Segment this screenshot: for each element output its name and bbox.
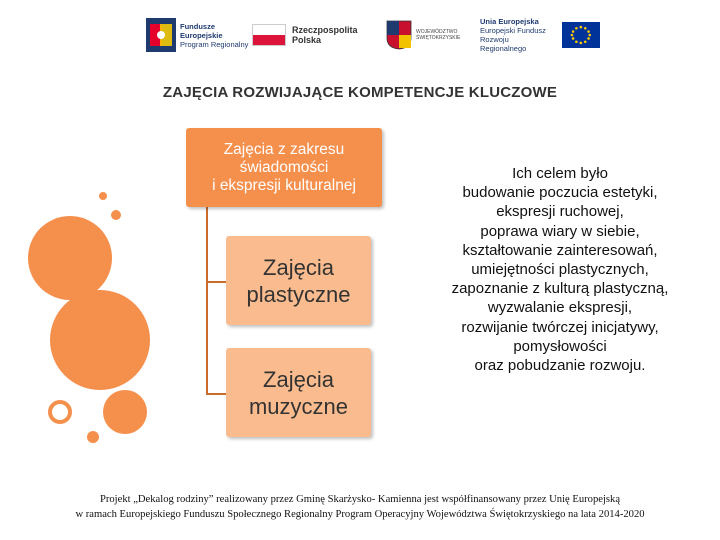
box-bot-line2: muzyczne xyxy=(248,393,349,419)
logos-bar xyxy=(140,14,600,56)
fundusze-line1: Fundusze xyxy=(180,21,215,31)
description-line: budowanie poczucia estetyki, xyxy=(462,184,658,202)
logo-fundusze-europejskie xyxy=(146,14,248,56)
box-bot-line1: Zajęcia xyxy=(263,366,334,392)
box-top-line2: świadomości xyxy=(239,158,329,176)
circle-large xyxy=(28,216,112,300)
wojewodztwo-text xyxy=(416,29,460,41)
box-cultural-awareness xyxy=(186,128,382,207)
description-line: zapoznanie z kulturą plastyczną, xyxy=(451,280,669,298)
description-line: oraz pobudzanie rozwoju. xyxy=(474,357,646,375)
eu-flag-icon xyxy=(562,22,600,48)
box-mid-line2: plastyczne xyxy=(246,281,351,307)
circle-tiny-2 xyxy=(111,210,121,220)
circle-xlarge xyxy=(50,290,150,390)
slide-title: ZAJĘCIA ROZWIJAJĄCE KOMPETENCJE KLUCZOWE xyxy=(162,84,558,101)
rzeczpospolita-line1: Rzeczpospolita xyxy=(292,25,358,35)
description-line: rozwijanie twórczej inicjatywy, xyxy=(461,318,659,336)
box-music-classes xyxy=(226,348,371,437)
logo-rzeczpospolita xyxy=(252,14,358,56)
box-top-line1: Zajęcia z zakresu xyxy=(223,140,345,158)
description-line: umiejętności plastycznych, xyxy=(471,261,649,279)
unia-line1: Unia Europejska xyxy=(480,17,539,26)
unia-line2: Europejski Fundusz xyxy=(480,26,546,35)
description-line: kształtowanie zainteresowań, xyxy=(462,241,658,259)
polish-flag-icon xyxy=(252,24,286,46)
fundusze-text xyxy=(180,22,248,49)
fundusze-line3: Program Regionalny xyxy=(180,39,249,49)
footer-line2: w ramach Europejskiego Funduszu Społecznego Regionalny Program Operacyjny Województwa Świętokrzyskiego na lata 2014-2020 xyxy=(75,509,645,520)
fundusze-europejskie-icon xyxy=(146,18,176,52)
box-top-line3: i ekspresji kulturalnej xyxy=(212,176,356,194)
rzeczpospolita-line2: Polska xyxy=(292,35,322,45)
coat-of-arms-icon xyxy=(386,20,412,50)
description-line: pomysłowości xyxy=(513,337,607,355)
box-art-classes xyxy=(226,236,371,325)
logo-wojewodztwo xyxy=(386,14,460,56)
wojewodztwo-line1: WOJEWÓDZTWO xyxy=(416,29,458,35)
logo-unia-europejska xyxy=(480,14,600,56)
wojewodztwo-line2: ŚWIĘTOKRZYSKIE xyxy=(416,35,461,41)
fundusze-line2: Europejskie xyxy=(180,30,223,40)
description-line: Ich celem było xyxy=(512,165,608,182)
footer-line1: Projekt „Dekalog rodziny” realizowany przez Gminę Skarżysko- Kamienna jest współfinansowany przez Unię Europejską xyxy=(99,494,621,505)
description xyxy=(420,164,700,375)
rzeczpospolita-text xyxy=(292,25,358,45)
circle-ring xyxy=(50,402,70,422)
connector-bot xyxy=(206,207,228,395)
description-line: wyzwalanie ekspresji, xyxy=(487,299,633,317)
circle-small xyxy=(87,431,99,443)
unia-text xyxy=(480,17,556,53)
unia-line3: Rozwoju Regionalnego xyxy=(480,35,527,53)
circle-medium xyxy=(103,390,147,434)
description-line: poprawa wiary w siebie, xyxy=(480,222,640,240)
circle-tiny-1 xyxy=(99,192,107,200)
footer xyxy=(0,492,720,522)
box-mid-line1: Zajęcia xyxy=(263,254,334,280)
description-line: ekspresji ruchowej, xyxy=(496,203,624,221)
